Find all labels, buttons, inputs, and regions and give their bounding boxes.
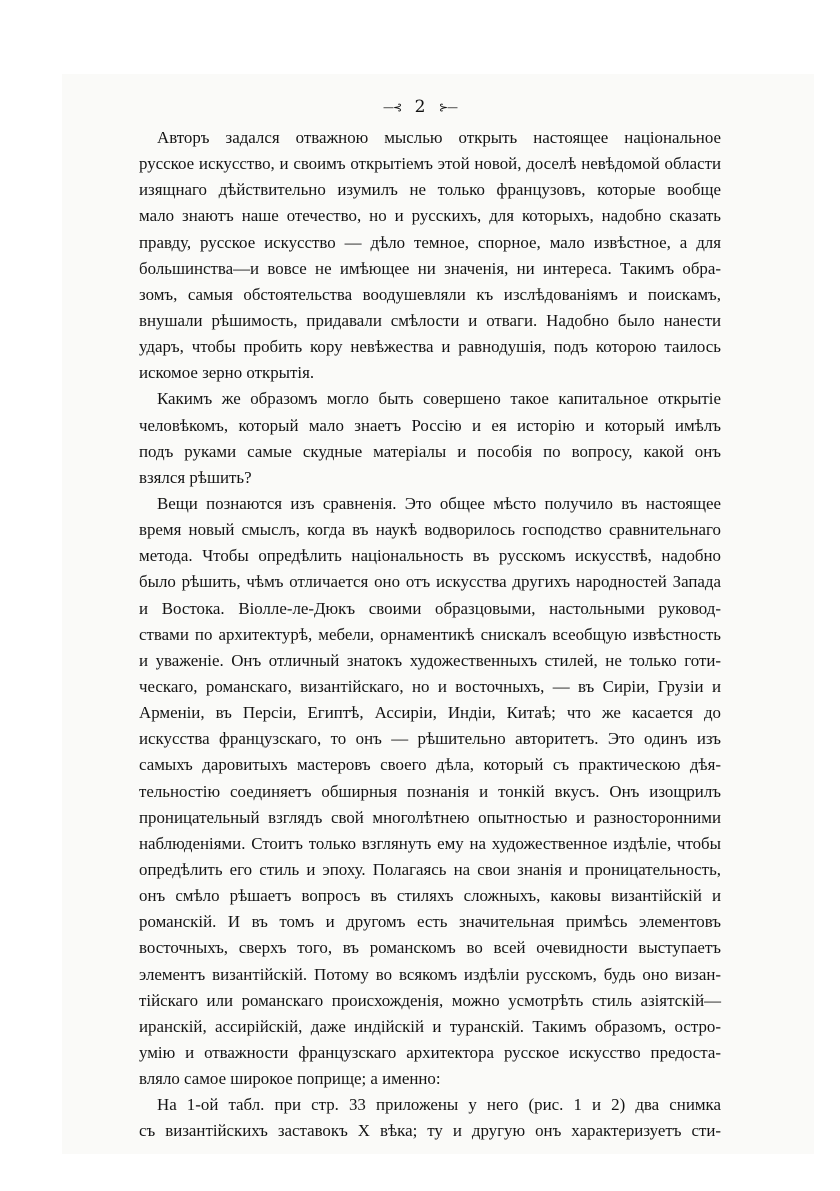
text-line: и уваженіе. Онъ отличный знатокъ художественныхъ стилей, не только готи- <box>139 650 721 670</box>
text-line: искомое зерно открытія. <box>139 363 315 383</box>
text-line: тельностію соединяетъ обширныя познанія и тонкій вкусъ. Онъ изощрилъ <box>139 781 721 801</box>
text-line: ударъ, чтобы пробить кору невѣжества и равнодушія, подъ которою таилось <box>139 337 721 357</box>
page-header <box>0 97 840 117</box>
text-line: мало знаютъ наше отечество, но и русскихъ, для которыхъ, надобно сказать <box>139 206 721 226</box>
header-ornament-left: —⊰ <box>382 101 402 114</box>
header-ornament-right: ⊱— <box>438 101 458 114</box>
text-line: зомъ, самыя обстоятельства воодушевляли къ изслѣдованіямъ и поискамъ, <box>139 284 721 304</box>
text-line: вляло самое широкое поприще; а именно: <box>139 1069 441 1089</box>
text-line: и Востока. Віолле-ле-Дюкъ своими образцовыми, настольными руковод- <box>139 598 721 618</box>
text-line: На 1-ой табл. при стр. 33 приложены у него (рис. 1 и 2) два снимка <box>157 1095 721 1115</box>
text-line: самыхъ даровитыхъ мастеровъ своего дѣла, который съ практическою дѣя- <box>139 755 721 775</box>
text-line: внушали рѣшимость, придавали смѣлости и отваги. Надобно было нанести <box>139 310 721 330</box>
text-line: Вещи познаются изъ сравненія. Это общее мѣсто получило въ настоящее <box>157 493 721 513</box>
text-line: съ византійскихъ заставокъ X вѣка; ту и другую онъ характеризуетъ сти- <box>139 1121 721 1141</box>
text-line: Арменіи, въ Персіи, Египтѣ, Ассиріи, Индіи, Китаѣ; что же касается до <box>139 703 721 723</box>
text-line: человѣкомъ, который мало знаетъ Россію и ея исторію и который имѣлъ <box>139 415 721 435</box>
text-line: наблюденіями. Стоитъ только взглянуть ему на художественное издѣліе, чтобы <box>139 833 721 853</box>
text-line: тійскаго или романскаго происхожденія, можно усмотрѣть стиль азіятскій— <box>139 990 721 1010</box>
text-line: умію и отважности французскаго архитектора русское искусство предоста- <box>139 1042 721 1062</box>
text-line: ческаго, романскаго, византійскаго, но и восточныхъ, — въ Сиріи, Грузіи и <box>139 676 721 696</box>
text-line: метода. Чтобы опредѣлить національность въ русскомъ искусствѣ, надобно <box>139 546 721 566</box>
text-line: русское искусство, и своимъ открытіемъ этой новой, доселѣ невѣдомой области <box>139 154 721 174</box>
text-line: проницательный взглядъ свой многолѣтнею опытностью и разносторонними <box>139 807 721 827</box>
text-line: ствами по архитектурѣ, мебели, орнаментикѣ снискалъ всеобщую извѣстность <box>139 624 721 644</box>
text-line: подъ руками самые скудные матеріалы и пособія по вопросу, какой онъ <box>139 441 721 461</box>
text-line: иранскій, ассирійскій, даже индійскій и туранскій. Такимъ образомъ, остро- <box>139 1016 721 1036</box>
text-line: онъ смѣло рѣшаетъ вопросъ въ стиляхъ сложныхъ, каковы византійскій и <box>139 886 721 906</box>
text-line: время новый смыслъ, когда въ наукѣ водворилось господство сравнительнаго <box>139 520 721 540</box>
text-line: Какимъ же образомъ могло быть совершено такое капитальное открытіе <box>157 389 721 409</box>
text-line: Авторъ задался отважною мыслью открыть настоящее національное <box>157 128 721 147</box>
page-number: 2 <box>414 97 426 117</box>
text-line: было рѣшить, чѣмъ отличается оно отъ искусства другихъ народностей Запада <box>139 572 721 592</box>
text-line: опредѣлить его стиль и эпоху. Полагаясь на свои знанія и проницательность, <box>139 859 721 879</box>
text-line: искусства французскаго, то онъ — рѣшительно авторитетъ. Это одинъ изъ <box>139 729 721 749</box>
text-line: правду, русское искусство — дѣло темное, спорное, мало извѣстное, а для <box>139 232 721 252</box>
text-line: элементъ византійскій. Потому во всякомъ издѣліи русскомъ, будь оно визан- <box>139 964 721 984</box>
text-line: изящнаго дѣйствительно изумилъ не только французовъ, которые вообще <box>139 180 721 200</box>
body-text <box>139 125 721 1144</box>
text-line: большинства—и вовсе не имѣющее ни значенія, ни интереса. Такимъ обра- <box>139 258 721 278</box>
text-line: романскій. И въ томъ и другомъ есть значительная примѣсь элементовъ <box>139 912 721 932</box>
text-line: взялся рѣшить? <box>139 467 252 487</box>
text-line: восточныхъ, сверхъ того, въ романскомъ во всей очевидности выступаетъ <box>139 938 721 958</box>
